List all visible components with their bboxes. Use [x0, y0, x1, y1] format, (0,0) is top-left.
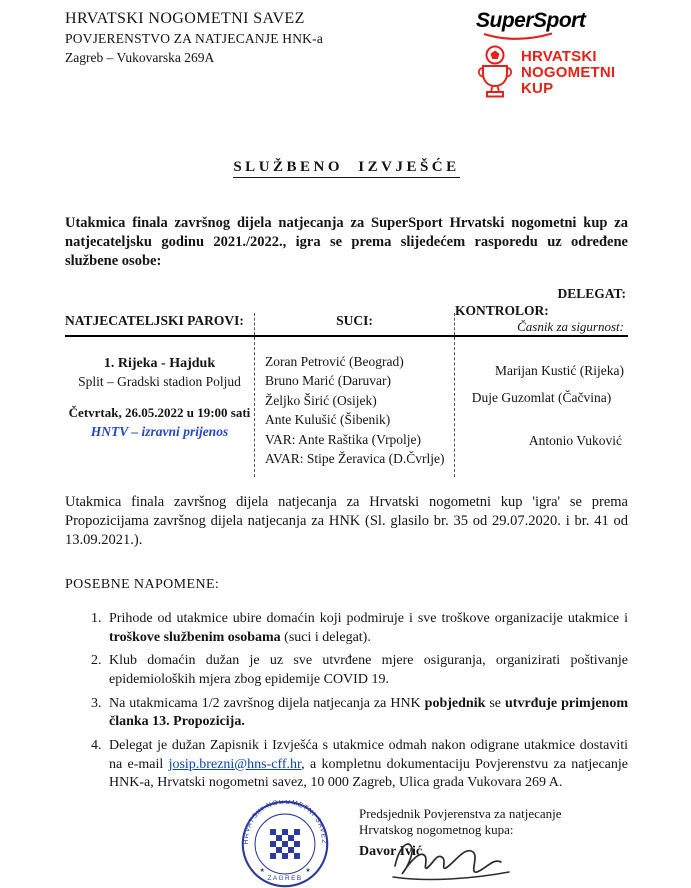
match-datetime: Četvrtak, 26.05.2022 u 19:00 sati — [68, 404, 251, 420]
special-notes-title: POSEBNE NAPOMENE: — [65, 577, 220, 593]
note-3-text-mid: se — [485, 695, 506, 711]
regulations-paragraph: Utakmica finala završnog dijela natjecanja za Hrvatski nogometni kup 'igra' se prema Propozicijama završnog dijela natjecanja za HNK (Sl. glasilo br. 35 od 29.07.2020. i br. 41 od 13.09.2021.). — [65, 493, 628, 549]
official-delegate: Duje Guzomlat (Čačvina) — [471, 389, 612, 405]
kup-logo-line2: NOGOMETNI — [521, 64, 616, 82]
column-header-delegate: DELEGAT: — [557, 285, 626, 301]
intro-paragraph: Utakmica finala završnog dijela natjecanja za SuperSport Hrvatski nogometni kup za natjecateljsku godinu 2021./2022., igra se prema slijedećem rasporedu uz određene službene osobe: — [65, 215, 628, 270]
table-body-row — [65, 337, 628, 477]
note-item-1 — [105, 610, 628, 647]
signatory-name: Davor Ivić — [359, 843, 423, 859]
official-stamp — [241, 800, 329, 888]
column-header-pairs: NATJECATELJSKI PAROVI: — [65, 313, 255, 335]
organization-block — [65, 10, 323, 66]
note-2-text: Klub domaćin dužan je uz sve utvrđene mjere osiguranja, organizirati poštivanje epidemioloških mjera zbog epidemije COVID 19. — [109, 653, 628, 688]
note-item-3 — [105, 695, 628, 732]
hnk-cup-logo — [476, 45, 628, 101]
email-link[interactable]: josip.brezni@hns-cff.hr — [168, 756, 302, 772]
match-pair: 1. Rijeka - Hajduk — [103, 355, 216, 371]
column-header-referees: SUCI: — [255, 313, 455, 335]
referee-2: Bruno Marić (Daruvar) — [265, 373, 391, 389]
note-3-bold-text: pobjednik — [424, 695, 486, 711]
note-1-text-end: (suci i delegat). — [280, 629, 371, 645]
note-1-text: Prihode od utakmice ubire domaćin koji podmiruje i sve troškove organizacije utakmice i — [109, 611, 628, 627]
document-header — [65, 10, 628, 101]
column-header-controller: KONTROLOR: — [455, 302, 549, 318]
document-title — [65, 159, 628, 176]
referee-avar: AVAR: Stipe Žeravica (D.Čvrlje) — [265, 451, 445, 467]
organization-address: Zagreb – Vukovarska 269A — [65, 50, 215, 65]
column-header-security-officer: Časnik za sigurnost: — [517, 318, 624, 334]
supersport-swoosh-icon — [482, 32, 554, 40]
signature-title-line2: Hrvatskog nogometnog kupa: — [359, 822, 514, 838]
signature-block — [359, 806, 562, 861]
supersport-logo-text: SuperSport — [476, 9, 586, 32]
trophy-icon — [476, 45, 514, 101]
note-3-text: Na utakmicama 1/2 završnog dijela natjecanja za HNK — [109, 695, 425, 711]
match-table — [65, 286, 628, 477]
match-venue: Split – Gradski stadion Poljud — [78, 373, 241, 389]
kup-logo-line3: KUP — [521, 79, 554, 97]
signature-title-line1: Predsjednik Povjerenstva za natjecanje — [359, 805, 562, 821]
note-3-bold-text-end: utvrđuje primjenom članka 13. Propozicija. — [109, 695, 628, 730]
stamp-checkerboard — [270, 829, 300, 859]
organization-committee: POVJERENSTVO ZA NATJECANJE HNK-a — [65, 31, 324, 46]
official-security: Antonio Vuković — [528, 432, 622, 448]
organization-name: HRVATSKI NOGOMETNI SAVEZ — [65, 10, 305, 27]
stamp-ring-text: HRVATSKI NOGOMETNI SAVEZ — [243, 799, 328, 845]
special-notes-list — [65, 610, 628, 792]
signature-scribble — [387, 832, 517, 882]
kup-logo-line1: HRVATSKI — [521, 48, 597, 66]
note-4-text-end: , a kompletnu dokumentaciju Povjerenstvu za natjecanje HNK-a, Hrvatski nogometni savez, 10 000 Zagreb, Ulica grada Vukovara 269 A. — [109, 756, 628, 791]
logo-block — [476, 10, 628, 101]
referees-cell — [255, 337, 455, 477]
supersport-logo — [476, 10, 628, 40]
document-footer — [65, 798, 628, 882]
note-4-text: Delegat je dužan Zapisnik i Izvješća s utakmice odmah nakon odigrane utakmice dostaviti na e-mail — [109, 737, 628, 772]
hnk-cup-logo-text — [521, 49, 615, 96]
referee-3: Željko Širić (Osijek) — [265, 392, 377, 408]
match-broadcast: HNTV – izravni prijenos — [90, 423, 229, 439]
note-item-2 — [105, 652, 628, 689]
referee-1: Zoran Petrović (Beograd) — [265, 353, 404, 369]
referee-var: VAR: Ante Raštika (Vrpolje) — [265, 431, 422, 447]
table-header-row — [65, 286, 628, 337]
referee-4: Ante Kulušić (Šibenik) — [265, 412, 391, 428]
stamp-star-right: ★ — [305, 867, 311, 874]
officials-cell — [455, 337, 628, 477]
official-controller: Marijan Kustić (Rijeka) — [495, 362, 624, 378]
match-info-cell — [65, 337, 255, 477]
note-1-bold-text: troškove službenim osobama — [109, 629, 281, 645]
document-title-text: SLUŽBENO IZVJEŠĆE — [233, 159, 459, 178]
column-header-officials — [455, 286, 628, 335]
note-item-4 — [105, 737, 628, 793]
stamp-star-left: ★ — [259, 867, 266, 874]
stamp-bottom-text: ZAGREB — [267, 874, 303, 882]
